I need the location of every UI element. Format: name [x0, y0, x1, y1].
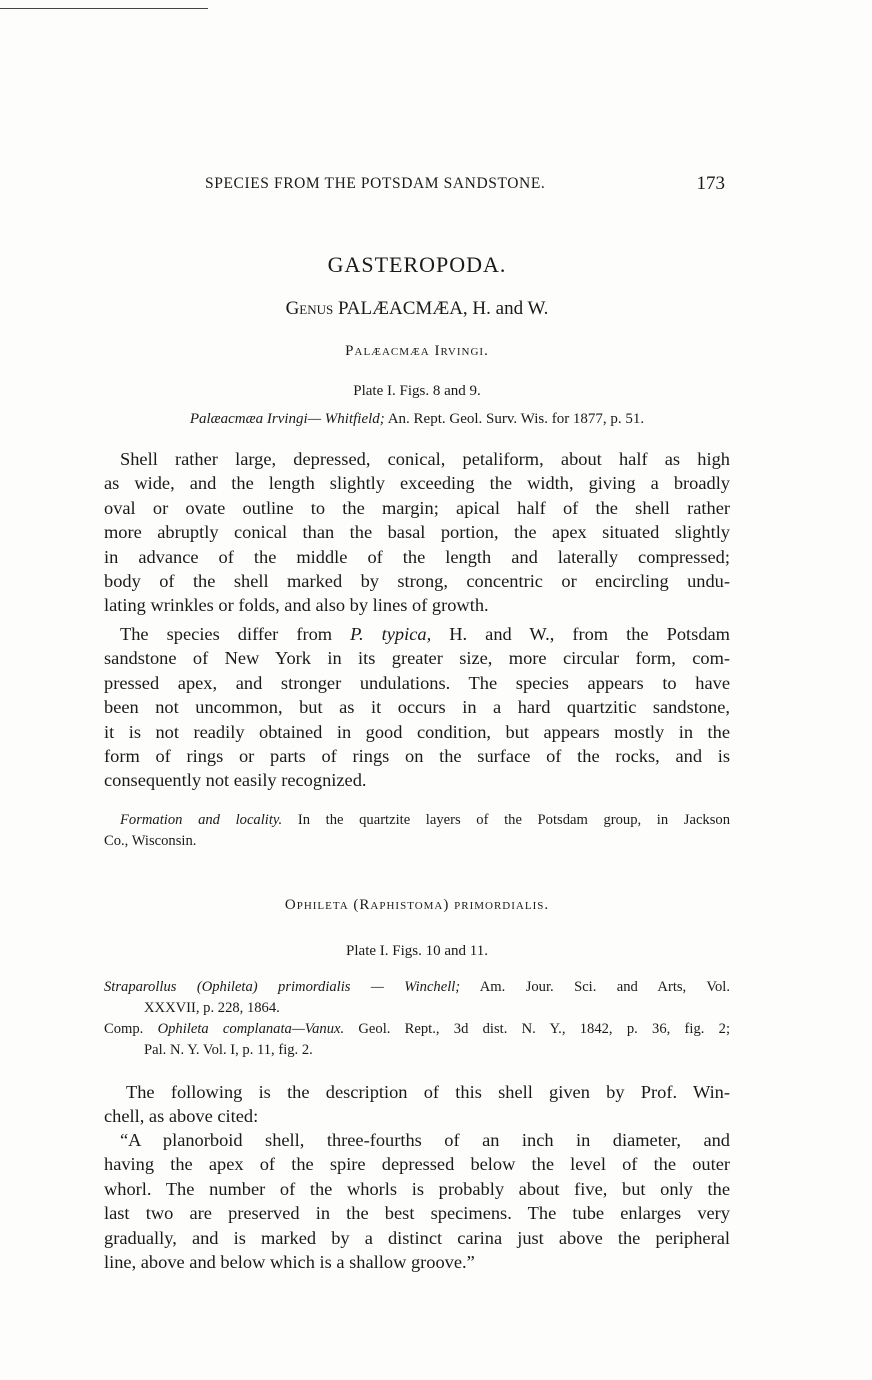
species-2-synonym-2 [104, 1019, 730, 1061]
text-line: oval or ovate outline to the margin; apical half of the shell rather [104, 497, 730, 518]
species-2-intro [104, 1080, 730, 1129]
species-2-quote [104, 1128, 730, 1274]
species-2-plate: Plate I. Figs. 10 and 11. [346, 943, 488, 959]
species-1-title: Palæacmæa Irvingi. [345, 343, 489, 359]
species-2-synonym-1 [104, 977, 730, 1019]
species-1-description [104, 447, 730, 618]
text-line: it is not readily obtained in good condition, but appears mostly in the [104, 721, 730, 742]
species-1-citation [104, 411, 730, 428]
text-line: pressed apex, and stronger undulations. The species appears to have [104, 672, 730, 693]
genus-prefix: Genus [285, 298, 334, 319]
text-line: sandstone of New York in its greater size, more circular form, com- [104, 648, 730, 669]
text-line: Straparollus (Ophileta) primordialis — Winchell; Am. Jour. Sci. and Arts, Vol. [104, 979, 730, 995]
text-line: lating wrinkles or folds, and also by lines of growth. [104, 595, 489, 616]
genus-name: PALÆACMÆA, H. and W. [337, 298, 549, 319]
text-line: consequently not easily recognized. [104, 770, 367, 791]
species-name-italic: P. typica, [350, 624, 432, 644]
text-line: The following is the description of this shell given by Prof. Win- [126, 1082, 730, 1102]
text-line: body of the shell marked by strong, concentric or encircling undu- [104, 571, 730, 592]
text-line: “A planorboid shell, three-fourths of an inch in diameter, and [120, 1130, 730, 1150]
text-line: more abruptly conical than the basal portion, the apex situated slightly [104, 522, 730, 543]
genus-heading [104, 298, 730, 320]
text-line: as wide, and the length slightly exceeding the width, giving a broadly [104, 473, 730, 494]
top-rule [0, 8, 208, 9]
synonym-name: Ophileta complanata—Vanux. [157, 1021, 345, 1037]
text-line: been not uncommon, but as it occurs in a hard quartzitic sandstone, [104, 697, 730, 718]
text-line: having the apex of the spire depressed below the level of the outer [104, 1154, 730, 1175]
text-line: Shell rather large, depressed, conical, petaliform, about half as high [120, 449, 730, 469]
text-line: Formation and locality. In the quartzite layers of the Potsdam group, in Jackson [120, 812, 731, 828]
running-title: SPECIES FROM THE POTSDAM SANDSTONE. [205, 175, 546, 192]
text-line: Comp. Ophileta complanata—Vanux. Geol. Rept., 3d dist. N. Y., 1842, p. 36, fig. 2; [104, 1021, 730, 1037]
text-line: Co., Wisconsin. [104, 833, 197, 849]
text-line: XXXVII, p. 228, 1864. [144, 1000, 280, 1016]
formation-locality [104, 810, 730, 852]
text-line: Pal. N. Y. Vol. I, p. 11, fig. 2. [144, 1042, 313, 1058]
text-line: whorl. The number of the whorls is probably about five, but only the [104, 1178, 730, 1199]
synonym-name: Straparollus (Ophileta) primordialis — Winchell; [104, 979, 461, 995]
text-line: last two are preserved in the best specimens. The tube enlarges very [104, 1203, 730, 1224]
formation-label: Formation and locality. [120, 812, 283, 828]
section-title: GASTEROPODA. [327, 252, 507, 277]
text-line: gradually, and is marked by a distinct carina just above the peripheral [104, 1227, 730, 1248]
text-line: The species differ from P. typica, H. and W., from the Potsdam [120, 624, 730, 644]
species-1-comparison [104, 622, 730, 793]
text-line: line, above and below which is a shallow groove.” [104, 1252, 475, 1273]
text-line: form of rings or parts of rings on the surface of the rocks, and is [104, 746, 730, 767]
species-2-title: Ophileta (Raphistoma) primordialis. [284, 897, 550, 913]
species-1-plate: Plate I. Figs. 8 and 9. [353, 383, 481, 399]
running-head [205, 175, 725, 197]
citation-rest: An. Rept. Geol. Surv. Wis. for 1877, p. 51. [384, 411, 645, 427]
page-number: 173 [696, 173, 725, 194]
text-line: in advance of the middle of the length and laterally compressed; [104, 546, 730, 567]
citation-name: Palæacmæa Irvingi— Whitfield; [189, 411, 385, 427]
text-line: chell, as above cited: [104, 1106, 259, 1127]
